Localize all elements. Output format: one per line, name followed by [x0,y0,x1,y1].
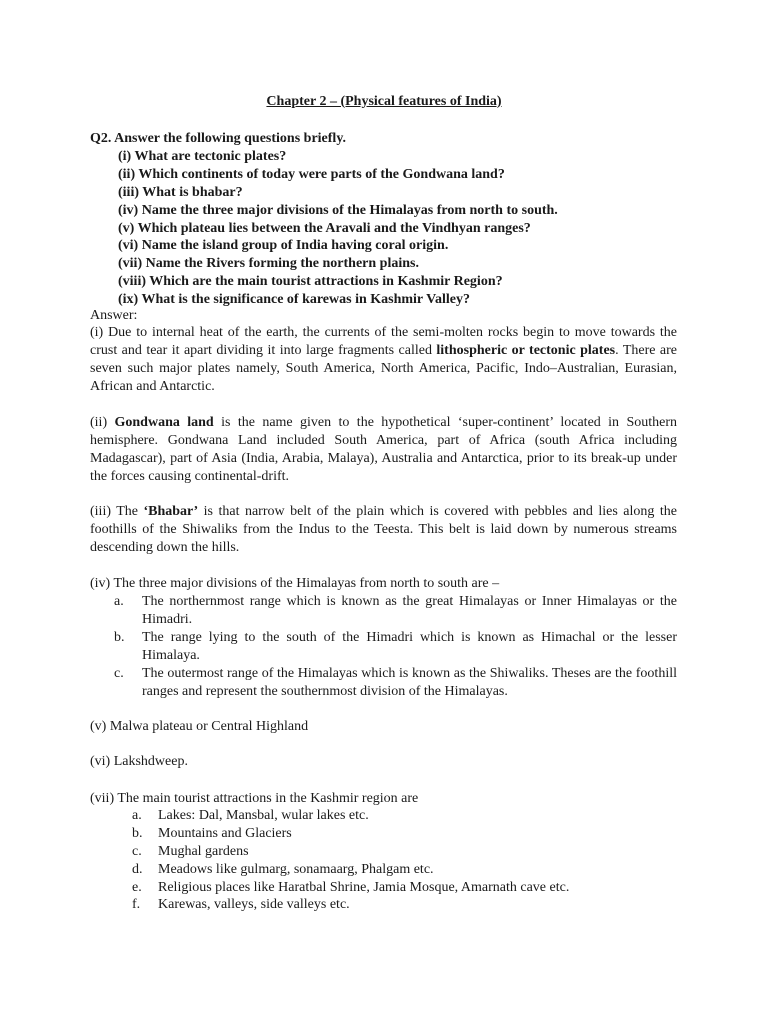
list-item-text: Karewas, valleys, side valleys etc. [158,897,350,913]
list-item [132,879,677,897]
list-item-text: The range lying to the south of the Himadri which is known as Himachal or the lesser Himalaya. [142,630,677,663]
answer-i-text-end: . There are seven such major plates namely, South America, North America, Pacific, Indo–Australian, Eurasian, African and Antarctic. [90,343,677,394]
chapter-title: Chapter 2 – (Physical features of India) [266,94,502,109]
list-item [132,861,677,879]
list-marker: a. [132,808,142,823]
question-item: (iv) Name the three major divisions of the Himalayas from north to south. [118,202,558,218]
answer-iv-list [114,593,677,701]
question-list [118,148,558,309]
list-item [132,843,677,861]
list-marker: a. [114,594,124,609]
question-item: (ix) What is the significance of karewas in Kashmir Valley? [118,292,470,308]
list-marker: c. [132,843,142,859]
answer-ii [90,414,677,486]
answer-label: Answer: [90,308,138,323]
question-item: (vi) Name the island group of India having coral origin. [118,238,449,254]
question-item: (viii) Which are the main tourist attractions in Kashmir Region? [118,274,503,290]
list-item-text: Lakes: Dal, Mansbal, wular lakes etc. [158,808,369,823]
list-marker: b. [114,630,125,645]
question-heading: Q2. Answer the following questions briefly. [90,131,347,146]
answer-ii-text: is the name given to the hypothetical ‘super-continent’ located in Southern hemisphere. Gondwana Land included South America, part of Africa (south Africa including Madagascar), part of Asia (India, Arabia, Malaya), Australia and Antarctica, prior to its break-up under the forces causing continental-drift. [90,415,677,484]
list-item [114,629,677,665]
list-marker: b. [132,825,143,841]
answer-vii-intro: (vii) The main tourist attractions in the Kashmir region are [90,791,419,806]
list-marker: e. [132,879,142,895]
list-marker: c. [114,666,124,681]
answer-iii-text: is that narrow belt of the plain which is covered with pebbles and lies along the foothills of the Shiwaliks from the Indus to the Teesta. This belt is laid down by numerous streams descending down the hills. [90,504,678,555]
answer-ii-prefix: (ii) [90,415,115,430]
answer-v: (v) Malwa plateau or Central Highland [90,719,309,734]
answer-i-term: lithospheric or tectonic plates [436,343,616,358]
list-item-text: The northernmost range which is known as the great Himalayas or Inner Himalayas or the Himadri. [142,594,677,627]
question-item: (ii) Which continents of today were parts of the Gondwana land? [118,166,505,182]
answer-iii-term: ‘Bhabar’ [143,504,199,519]
list-item-text: The outermost range of the Himalayas which is known as the Shiwaliks. Theses are the foothill ranges and represent the southernmost division of the Himalayas. [142,666,677,699]
list-item-text: Meadows like gulmarg, sonamaarg, Phalgam etc. [158,861,434,877]
answer-iii-prefix: (iii) The [90,504,144,519]
answer-iv-intro: (iv) The three major divisions of the Himalayas from north to south are – [90,576,500,591]
list-item-text: Mountains and Glaciers [158,825,292,841]
answer-i-text: (i) Due to internal heat of the earth, the currents of the semi-molten rocks begin to move towards the crust and tear it apart dividing it into large fragments called [90,325,677,358]
list-item [132,825,677,843]
question-item: (i) What are tectonic plates? [118,149,287,164]
answer-iii [90,503,677,557]
list-item [132,807,677,825]
answer-ii-term: Gondwana land [114,415,214,430]
list-item [114,665,677,701]
answer-vii-list [132,807,677,914]
question-item: (vii) Name the Rivers forming the northern plains. [118,256,419,272]
answer-vi: (vi) Lakshdweep. [90,754,188,769]
list-marker: f. [132,897,141,913]
list-item-text: Mughal gardens [158,843,249,859]
list-item [114,593,677,629]
answer-i [90,324,677,396]
list-marker: d. [132,861,143,877]
question-item: (v) Which plateau lies between the Aravali and the Vindhyan ranges? [118,220,531,236]
list-item [132,896,677,914]
list-item-text: Religious places like Haratbal Shrine, Jamia Mosque, Amarnath cave etc. [158,879,570,895]
question-item: (iii) What is bhabar? [118,184,243,200]
